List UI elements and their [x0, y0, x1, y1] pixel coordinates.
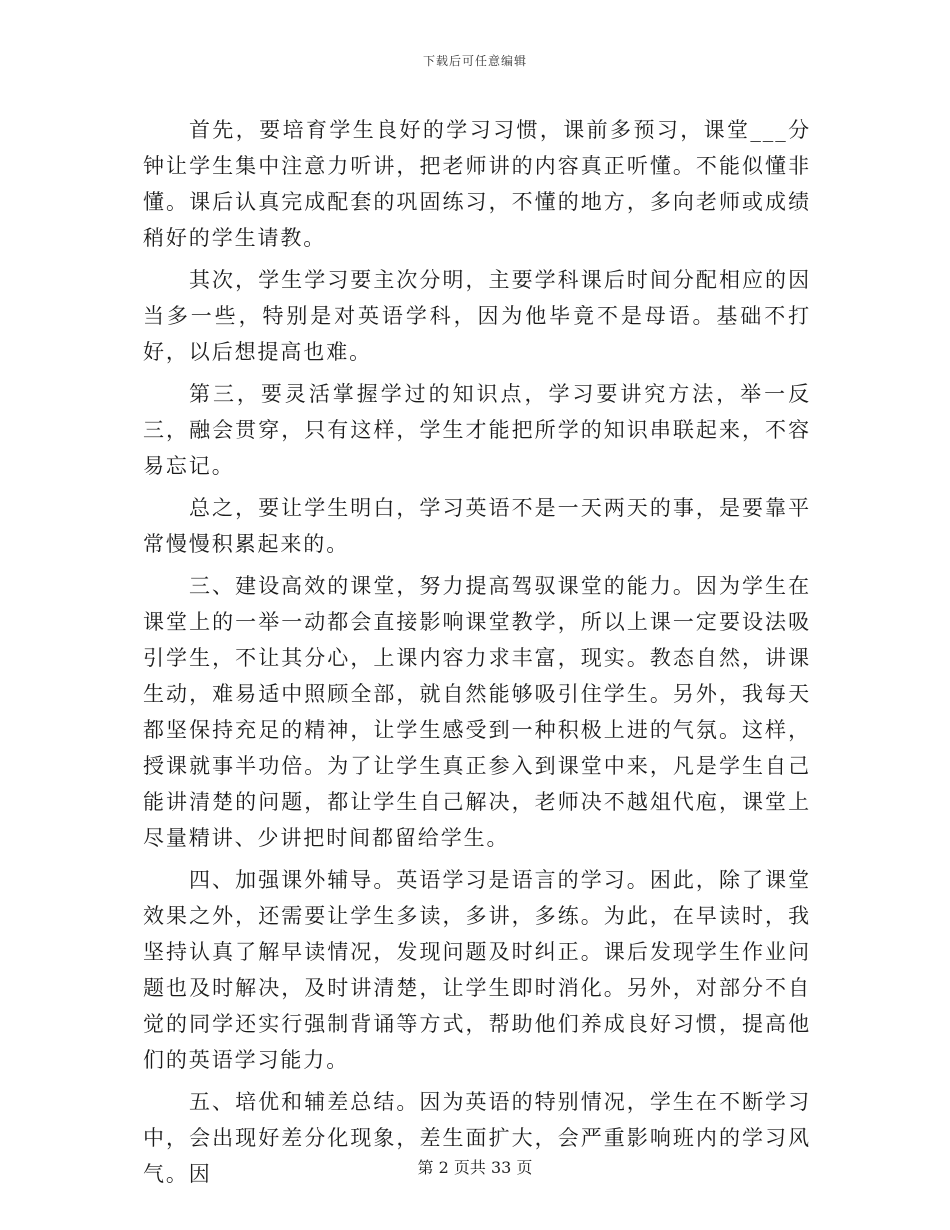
paragraph-3: 第三，要灵活掌握学过的知识点，学习要讲究方法，举一反三，融会贯穿，只有这样，学生才能把所学的知识串联起来，不容易忘记。 — [143, 382, 811, 478]
paragraph-7: 五、培优和辅差总结。因为英语的特别情况，学生在不断学习中，会出现好差分化现象，差生面扩大，会严重影响班内的学习风气。因 — [143, 1090, 811, 1186]
document-body — [143, 112, 811, 1198]
paragraph-4: 总之，要让学生明白，学习英语不是一天两天的事，是要靠平常慢慢积累起来的。 — [143, 496, 811, 556]
page-header: 下载后可任意编辑 — [422, 54, 527, 68]
page-footer: 第 2 页共 33 页 — [417, 1158, 533, 1177]
paragraph-5: 三、建设高效的课堂，努力提高驾驭课堂的能力。因为学生在课堂上的一举一动都会直接影响课堂教学，所以上课一定要设法吸引学生，不让其分心，上课内容力求丰富，现实。教态自然，讲课生动，难易适中照顾全部，就自然能够吸引住学生。另外，我每天都坚保持充足的精神，让学生感受到一种积极上进的气氛。这样，授课就事半功倍。为了让学生真正参入到课堂中来，凡是学生自己能讲清楚的问题，都让学生自己解决，老师决不越俎代庖，课堂上尽量精讲、少讲把时间都留给学生。 — [143, 574, 811, 850]
paragraph-1: 首先，要培育学生良好的学习习惯，课前多预习，课堂___分钟让学生集中注意力听讲，把老师讲的内容真正听懂。不能似懂非懂。课后认真完成配套的巩固练习，不懂的地方，多向老师或成绩稍好的学生请教。 — [143, 118, 811, 250]
paragraph-6: 四、加强课外辅导。英语学习是语言的学习。困此，除了课堂效果之外，还需要让学生多读，多讲，多练。为此，在早读时，我坚持认真了解早读情况，发现问题及时纠正。课后发现学生作业问题也及时解决，及时讲清楚，让学生即时消化。另外，对部分不自觉的同学还实行强制背诵等方式，帮助他们养成良好习惯，提高他们的英语学习能力。 — [143, 868, 811, 1072]
paragraph-2: 其次，学生学习要主次分明，主要学科课后时间分配相应的因当多一些，特别是对英语学科，因为他毕竟不是母语。基础不打好，以后想提高也难。 — [143, 268, 811, 364]
